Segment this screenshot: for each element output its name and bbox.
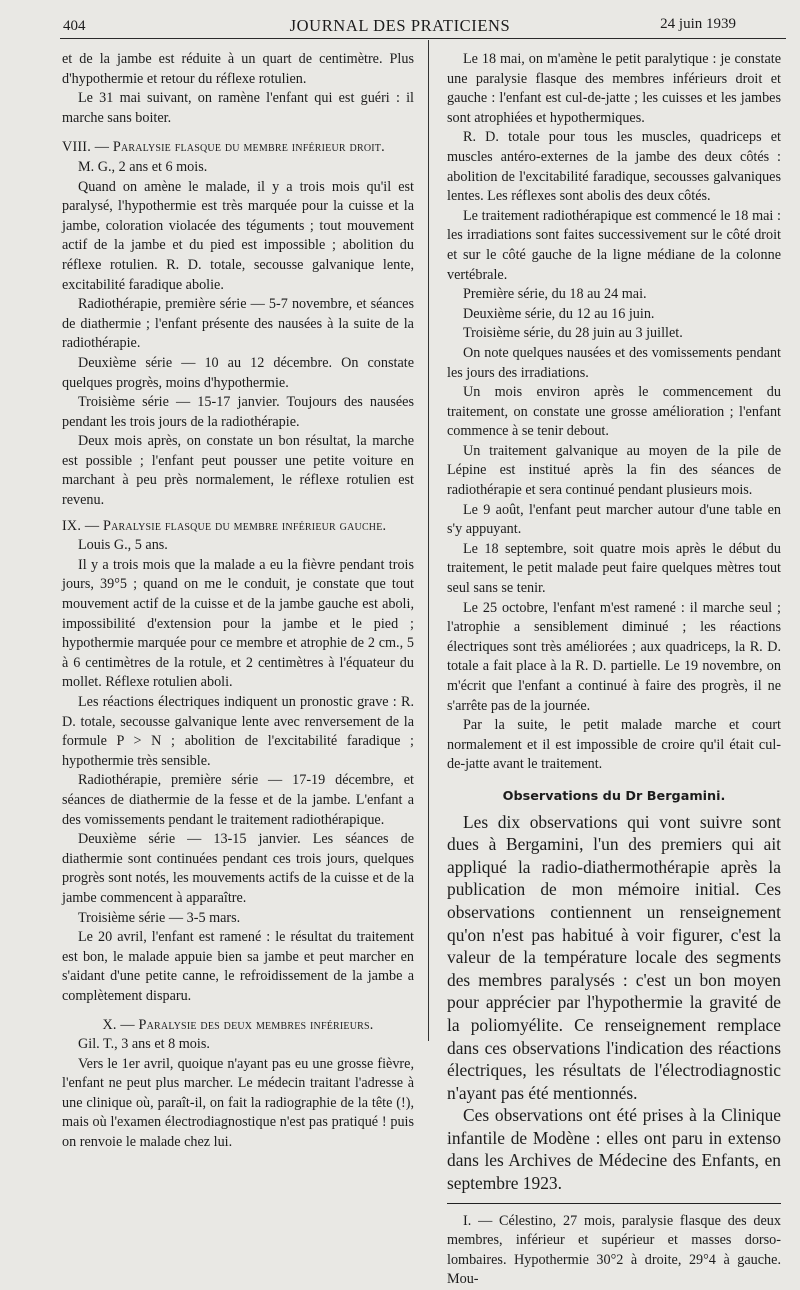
paragraph: Il y a trois mois que la malade a eu la fièvre pendant trois jours, 39°5 ; quand on me le conduit, je constate que tout mouvement actif de la cuisse et de la jambe gauche est aboli, impossibilité d'extension pour la jambe et le pied ; hypothermie marquée pour ce membre et atrophie de 2 cm., 5 à 6 centimètres de la rotule, et 2 centimètres à l'équateur du mollet. Réflexe rotulien aboli. <box>62 556 414 691</box>
paragraph: Troisième série — 3-5 mars. <box>78 909 241 926</box>
paragraph: Troisième série — 15-17 janvier. Toujours des nausées pendant les trois jours de la radiothérapie. <box>62 394 414 430</box>
paragraph: R. D. totale pour tous les muscles, quadriceps et muscles antéro-externes de la jambe des deux côtés : abolition de l'excitabilité faradique, secousses galvaniques lentes. Les réflexes sont abolis des deux côtés. <box>447 129 781 205</box>
paragraph: Troisième série, du 28 juin au 3 juillet. <box>463 325 683 342</box>
paragraph: Quand on amène le malade, il y a trois mois qu'il est paralysé, l'hypothermie est très marquée pour la cuisse et la jambe, coloration violacée des téguments ; tout mouvement actif de la jambe et du pied est impossible ; abolition du réflexe rotulien. R. D. totale, secousse galvanique lente, excitabilité faradique abolie. <box>62 178 414 293</box>
section-heading-ix: IX. — Paralysie flasque du membre inférieur gauche. <box>62 517 387 534</box>
paragraph: Le 18 septembre, soit quatre mois après le début du traitement, le petit malade peut faire quelques mètres tout seul sans se tenir. <box>447 540 781 597</box>
left-column <box>62 50 414 1153</box>
issue-date: 24 juin 1939 <box>660 16 736 32</box>
paragraph: Deuxième série, du 12 au 16 juin. <box>463 305 655 322</box>
column-divider <box>428 40 429 1041</box>
paragraph: et de la jambe est réduite à un quart de centimètre. Plus d'hypothermie et retour du réflexe rotulien. <box>62 51 414 87</box>
section-heading-x: X. — Paralysie des deux membres inférieurs. <box>102 1016 374 1033</box>
paragraph: Le 25 octobre, l'enfant m'est ramené : il marche seul ; l'atrophie a sensiblement diminué ; les réactions électriques sont très améliorées ; aux quadriceps, la R. D. totale a fait place à la R. D. partielle. Le 19 novembre, on m'écrit que l'enfant a continué à faire des progrès, il ne s'arrête pas de la journée. <box>447 599 781 714</box>
paragraph: Un mois environ après le commencement du traitement, on constate une grosse amélioration ; l'enfant commence à se tenir debout. <box>447 384 781 440</box>
paragraph: Louis G., 5 ans. <box>78 537 168 554</box>
page-header <box>0 0 800 40</box>
intro-paragraph: Ces observations ont été prises à la Clinique infantile de Modène : elles ont paru in extenso dans les Archives de Médecine des Enfants, en septembre 1923. <box>447 1105 781 1194</box>
paragraph: Le traitement radiothérapique est commencé le 18 mai : les irradiations sont faites successivement sur le côté droit et sur le côté gauche de la ligne médiane de la colonne vertébrale. <box>447 207 781 283</box>
observations-heading: Observations du Dr Bergamini. <box>502 788 726 804</box>
paragraph: On note quelques nausées et des vomissements pendant les jours des irradiations. <box>447 344 781 381</box>
paragraph: Deuxième série — 13-15 janvier. Les séances de diathermie sont continuées pendant ces trois jours, quelques progrès sont notés, les mouvements actifs de la cuisse et de la jambe commencent à apparaître. <box>62 831 414 906</box>
page-number: 404 <box>63 18 86 34</box>
intro-paragraph: Les dix observations qui vont suivre sont dues à Bergamini, l'un des premiers qui ait appliqué la radio-diathermothérapie après la publication de mon mémoire initial. Ces observations contiennent un renseignement qu'on n'est pas habitué à voir figurer, c'est la valeur de la température locale des segments des membres paralysés : c'est un bon moyen pour apprécier par l'hypothermie la gravité de la poliomyélite. Ce renseignement remplace dans ces observations l'indication des réactions électriques, les résultats de l'électrodiagnostic n'ayant pas été mentionnés. <box>447 811 781 1103</box>
paragraph: Le 31 mai suivant, on ramène l'enfant qui est guéri : il marche sans boiter. <box>62 90 414 126</box>
section-heading-viii: VIII. — Paralysie flasque du membre inférieur droit. <box>62 139 385 156</box>
paragraph: Radiothérapie, première série — 5-7 novembre, et séances de diathermie ; l'enfant présente des nausées à la suite de la radiothérapie. <box>62 296 414 352</box>
paragraph: Le 18 mai, on m'amène le petit paralytique : je constate une paralysie flasque des membres inférieurs droit et gauche : l'enfant est cul-de-jatte ; les cuisses et les jambes sont atrophiées et hypothermiques. <box>447 51 781 126</box>
paragraph: Première série, du 18 au 24 mai. <box>463 286 647 303</box>
journal-title: JOURNAL DES PRATICIENS <box>289 16 511 35</box>
paragraph: Deuxième série — 10 au 12 décembre. On constate quelques progrès, moins d'hypothermie. <box>62 354 414 391</box>
paragraph: Deux mois après, on constate un bon résultat, la marche est possible ; l'enfant peut pousser une petite voiture en marchant à peu près normalement, le réflexe rotulien est revenu. <box>62 433 414 509</box>
header-rule <box>60 38 786 39</box>
paragraph: Par la suite, le petit malade marche et court normalement et il est impossible de croire qu'il était cul-de-jatte avant le traitement. <box>447 717 781 773</box>
paragraph: Radiothérapie, première série — 17-19 décembre, et séances de diathermie de la fesse et de la jambe. L'enfant a des vomissements pendant le traitement radiothérapique. <box>62 772 414 828</box>
paragraph: Le 9 août, l'enfant peut marcher autour d'une table en s'y appuyant. <box>447 501 781 538</box>
paragraph: Gil. T., 3 ans et 8 mois. <box>78 1036 210 1053</box>
paragraph: Un traitement galvanique au moyen de la pile de Lépine est institué après la fin des séances de radiothérapie et sera continué pendant plusieurs mois. <box>447 442 781 499</box>
paragraph: Les réactions électriques indiquent un pronostic grave : R. D. totale, secousse galvanique lente avec renversement de la formule P > N ; abolition de l'excitabilité faradique ; hypothermie très sensible. <box>62 694 414 769</box>
paragraph: M. G., 2 ans et 6 mois. <box>78 158 208 175</box>
paragraph: Le 20 avril, l'enfant est ramené : le résultat du traitement est bon, le malade appuie bien sa jambe et peut marcher en s'aidant d'une petite canne, le refroidissement de la jambe a complètement disparu. <box>62 929 414 1004</box>
right-column <box>447 50 781 1290</box>
observation-i: I. — Célestino, 27 mois, paralysie flasque des deux membres, inférieur et supérieur et masses dorso-lombaires. Hypothermie 30°2 à droite, 29°4 à gauche. Mou- <box>447 1203 781 1290</box>
paragraph: Vers le 1er avril, quoique n'ayant pas eu une grosse fièvre, l'enfant ne peut plus marcher. Le médecin traitant l'adresse à une clinique où, paraît-il, on fait la radiographie de la tête (!), mais où l'examen électrodiagnostique n'est pas pratiqué ! puis on renvoie le malade chez lui. <box>62 1055 414 1151</box>
